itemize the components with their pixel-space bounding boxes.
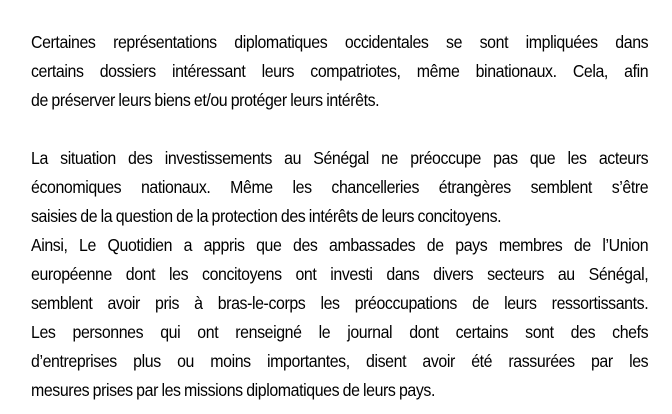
text-line: Certaines représentations diplomatiques occidentales se sont impliquées dans [31,32,649,52]
text-line: Ainsi, Le Quotidien a appris que des ambassades de pays membres de l’Union [31,235,649,255]
text-line: mesures prises par les missions diplomatiques de leurs pays. [31,380,435,400]
text-line: européenne dont les concitoyens ont investi dans divers secteurs au Sénégal, [31,264,649,284]
text-line: saisies de la question de la protection des intérêts de leurs concitoyens. [31,206,502,226]
text-line: économiques nationaux. Même les chancelleries étrangères semblent s’être [31,177,649,197]
article-body [31,28,649,405]
text-line: Les personnes qui ont renseigné le journal dont certains sont des chefs [31,322,649,342]
text-line: La situation des investissements au Sénégal ne préoccupe pas que les acteurs [31,148,649,168]
paragraph-spacer [31,115,589,144]
text-line: certains dossiers intéressant leurs compatriotes, même binationaux. Cela, afin [31,61,649,81]
text-line: d’entreprises plus ou moins importantes, disent avoir été rassurées par les [31,351,649,371]
paragraph-intro [31,28,649,115]
text-line: de préserver leurs biens et/ou protéger leurs intérêts. [31,90,380,110]
paragraph-investments [31,144,649,231]
paragraph-embassies [31,231,649,405]
text-line: semblent avoir pris à bras-le-corps les préoccupations de leurs ressortissants. [31,293,649,313]
